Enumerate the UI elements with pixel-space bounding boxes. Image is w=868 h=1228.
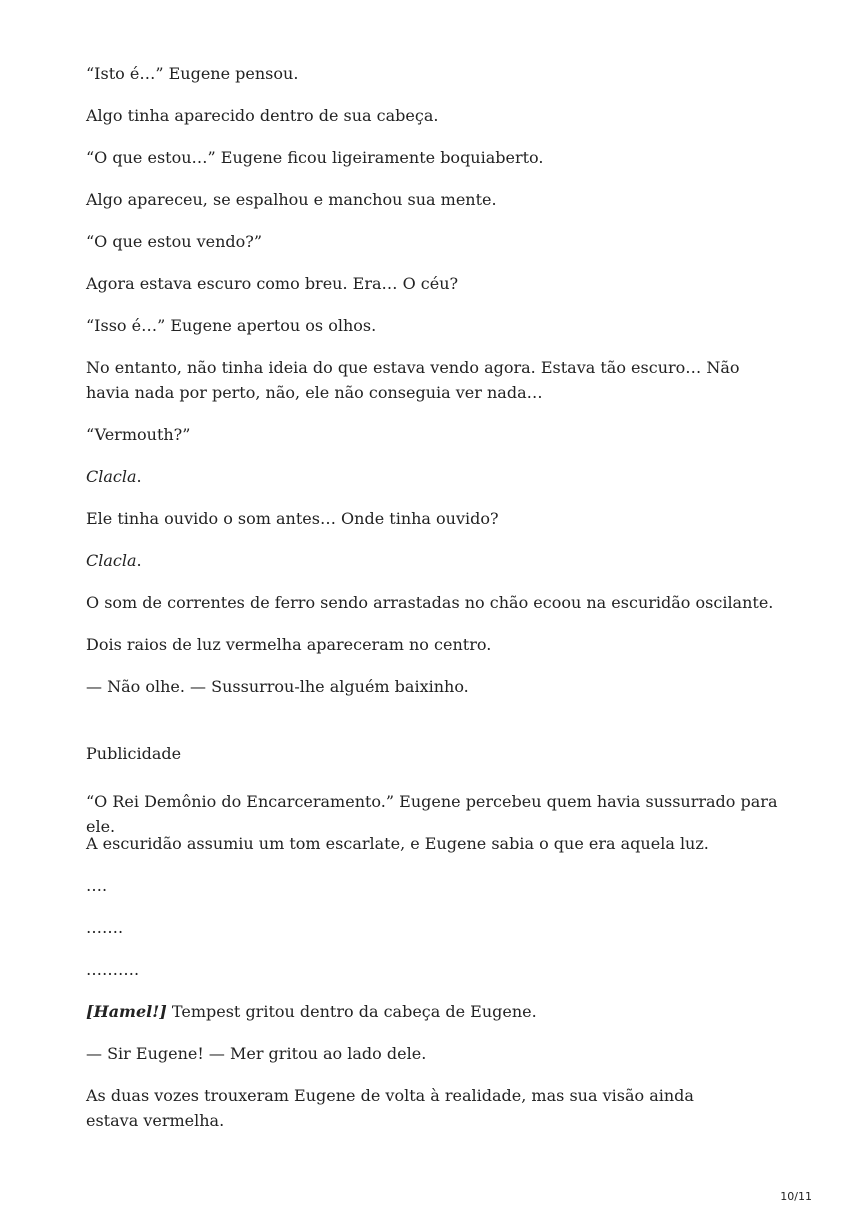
paragraph-rest: Tempest gritou dentro da cabeça de Eugene. bbox=[166, 1002, 537, 1021]
paragraph: No entanto, não tinha ideia do que estava vendo agora. Estava tão escuro… Não havia nada por perto, não, ele não conseguia ver nada… bbox=[86, 358, 740, 402]
paragraph: “Isso é…” Eugene apertou os olhos. bbox=[86, 316, 377, 335]
advertisement-label: Publicidade bbox=[86, 744, 182, 763]
paragraph: ……. bbox=[86, 918, 124, 937]
paragraph-rest: . bbox=[136, 467, 142, 486]
paragraph: Dois raios de luz vermelha apareceram no centro. bbox=[86, 635, 492, 654]
paragraph: “Isto é…” Eugene pensou. bbox=[86, 64, 299, 83]
paragraph: — Não olhe. — Sussurrou-lhe alguém baixinho. bbox=[86, 677, 469, 696]
paragraph bbox=[86, 464, 786, 489]
italic-sound: Clacla bbox=[86, 551, 137, 570]
bold-voice: [Hamel!] bbox=[86, 1002, 167, 1021]
paragraph: Algo tinha aparecido dentro de sua cabeça. bbox=[86, 106, 439, 125]
paragraph-rest: . bbox=[136, 551, 142, 570]
paragraph: O som de correntes de ferro sendo arrastadas no chão ecoou na escuridão oscilante. bbox=[86, 593, 774, 612]
paragraph: ………. bbox=[86, 960, 140, 979]
paragraph bbox=[86, 548, 786, 573]
italic-sound: Clacla bbox=[86, 467, 137, 486]
paragraph: — Sir Eugene! — Mer gritou ao lado dele. bbox=[86, 1044, 427, 1063]
paragraph: Ele tinha ouvido o som antes… Onde tinha ouvido? bbox=[86, 509, 499, 528]
paragraph bbox=[86, 999, 786, 1024]
paragraph: As duas vozes trouxeram Eugene de volta à realidade, mas sua visão ainda estava vermelha. bbox=[86, 1086, 694, 1130]
paragraph: “Vermouth?” bbox=[86, 425, 191, 444]
paragraph: …. bbox=[86, 876, 108, 895]
page-number: 10/11 bbox=[780, 1190, 812, 1203]
paragraph: Algo apareceu, se espalhou e manchou sua mente. bbox=[86, 190, 497, 209]
paragraph: A escuridão assumiu um tom escarlate, e Eugene sabia o que era aquela luz. bbox=[86, 834, 709, 853]
paragraph: “O Rei Demônio do Encarceramento.” Eugene percebeu quem havia sussurrado para ele. bbox=[86, 792, 778, 836]
paragraph: “O que estou vendo?” bbox=[86, 232, 263, 251]
paragraph: “O que estou…” Eugene ficou ligeiramente boquiaberto. bbox=[86, 148, 544, 167]
paragraph: Agora estava escuro como breu. Era… O céu? bbox=[86, 274, 459, 293]
